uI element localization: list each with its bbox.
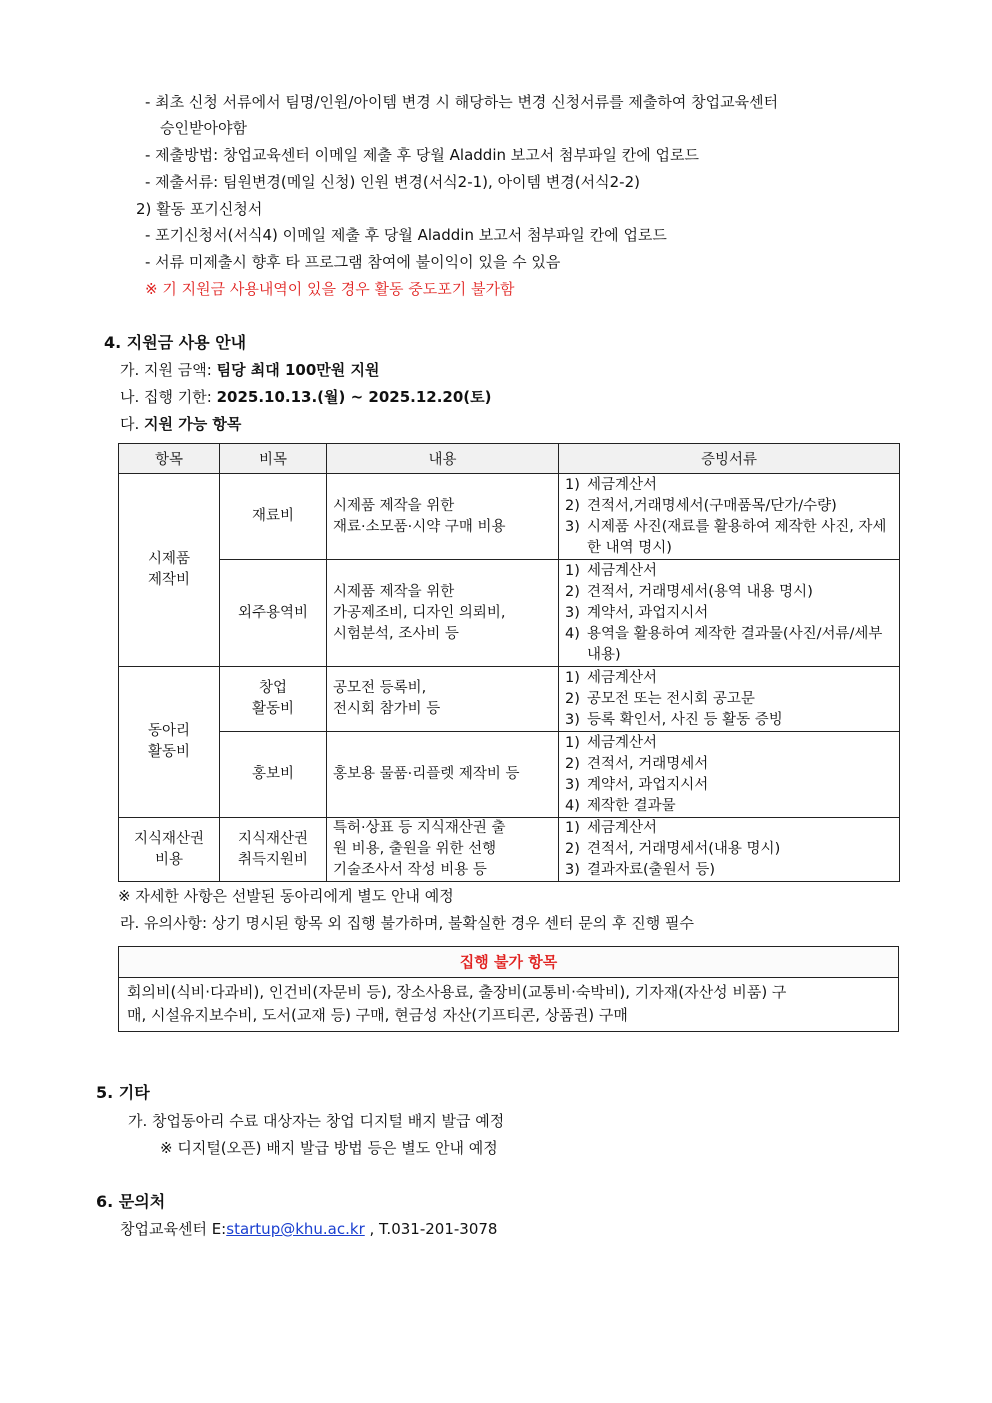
item-text: 재료비 (251, 508, 295, 524)
item-text: 외주용역비 (237, 604, 309, 621)
proof-text: 견적서, 거래명세서(용역 내용 명시) (587, 583, 813, 600)
content-text: 전시회 참가비 등 (333, 701, 441, 717)
proof-item (565, 475, 893, 496)
item-cell (220, 474, 327, 560)
proof-text: 세금계산서 (587, 562, 658, 579)
table-note: ※ 자세한 사항은 선발된 동아리에게 별도 안내 예정 (118, 887, 454, 905)
item-cell (220, 818, 327, 882)
item-cell (220, 732, 327, 818)
proof-text: 세금계산서 (587, 669, 658, 686)
proof-num: 4) (565, 625, 580, 642)
intro-warning: ※ 기 지원금 사용내역이 있을 경우 활동 중도포기 불가함 (145, 280, 515, 298)
item-text: 지식재산권 (237, 830, 309, 847)
proof-num: 3) (565, 711, 580, 728)
content-text: 가공제조비, 디자인 의뢰비, (333, 604, 506, 621)
category-text: 시제품 (147, 551, 191, 567)
category-cell (119, 818, 220, 882)
table-row (119, 732, 900, 818)
content-text: 공모전 등록비, (333, 680, 427, 696)
proof-num: 1) (565, 820, 580, 836)
proof-num: 2) (565, 583, 580, 600)
content-cell (327, 667, 559, 732)
proof-text: 세금계산서 (587, 476, 658, 493)
support-items-table (118, 443, 900, 882)
intro-line-2: - 제출방법: 창업교육센터 이메일 제출 후 당월 Aladdin 보고서 첨부파일 칸에 업로드 (145, 146, 699, 164)
proof-item (565, 860, 893, 881)
proof-item (565, 839, 893, 860)
table-row (119, 818, 900, 882)
non-eligible-body (119, 978, 898, 1031)
content-cell (327, 732, 559, 818)
content-text: 기술조사서 작성 비용 등 (333, 862, 487, 878)
category-cell (119, 667, 220, 818)
proof-cell (559, 818, 900, 882)
content-cell (327, 560, 559, 667)
proof-text: 견적서, 거래명세서(내용 명시) (587, 841, 781, 857)
non-eligible-line: 매, 시설유지보수비, 도서(교재 등) 구매, 현금성 자산(기프티콘, 상품권) 구매 (127, 1006, 628, 1024)
proof-num: 3) (565, 518, 580, 535)
proof-item (565, 517, 893, 559)
proof-num: 2) (565, 497, 580, 514)
proof-text: 제작한 결과물 (587, 797, 676, 814)
item-text: 창업 (258, 680, 287, 696)
table-row (119, 667, 900, 732)
item-text: 홍보비 (251, 766, 295, 782)
item-text: 취득지원비 (237, 851, 309, 868)
proof-cell (559, 560, 900, 667)
proof-num: 2) (565, 841, 580, 857)
execution-period-value: 2025.10.13.(월) ~ 2025.12.20(토) (216, 388, 492, 406)
section-4-title: 4. 지원금 사용 안내 (104, 333, 247, 352)
contact-suffix: , T.031-201-3078 (364, 1220, 498, 1238)
item-cell (220, 667, 327, 732)
proof-item (565, 561, 893, 582)
category-text: 비용 (154, 851, 183, 868)
category-text: 동아리 (147, 723, 191, 739)
proof-text: 세금계산서 (587, 820, 658, 836)
proof-num: 3) (565, 776, 580, 793)
content-cell (327, 474, 559, 560)
non-eligible-line: 회의비(식비·다과비), 인건비(자문비 등), 장소사용료, 출장비(교통비·숙박비), 기자재(자산성 비품) 구 (127, 983, 787, 1001)
content-text: 재료·소모품·시약 구매 비용 (333, 518, 506, 535)
proof-item (565, 733, 893, 754)
content-cell (327, 818, 559, 882)
proof-num: 2) (565, 755, 580, 772)
proof-num: 3) (565, 862, 580, 878)
table-row (119, 474, 900, 560)
proof-text: 시제품 사진(재료를 활용하여 제작한 사진, 자세한 내역 명시) (587, 518, 887, 556)
content-text: 시제품 제작을 위한 (333, 583, 455, 600)
proof-num: 1) (565, 669, 580, 686)
proof-cell (559, 474, 900, 560)
badge-note: ※ 디지털(오픈) 배지 발급 방법 등은 별도 안내 예정 (160, 1139, 498, 1157)
support-amount-label: 가. 지원 금액: (120, 361, 217, 379)
eligible-items-value: 지원 가능 항목 (144, 415, 242, 433)
table-header-row (119, 444, 900, 474)
proof-num: 4) (565, 797, 580, 814)
category-text: 제작비 (147, 572, 191, 588)
content-text: 시험분석, 조사비 등 (333, 625, 459, 642)
proof-text: 견적서, 거래명세서 (587, 755, 709, 772)
proof-item (565, 582, 893, 603)
table-header: 내용 (327, 444, 559, 474)
proof-item (565, 754, 893, 775)
proof-num: 2) (565, 690, 580, 707)
caution-line: 라. 유의사항: 상기 명시된 항목 외 집행 불가하며, 불확실한 경우 센터 문의 후 진행 필수 (120, 914, 695, 932)
execution-period-label: 나. 집행 기한: (120, 388, 217, 406)
contact-email-link[interactable]: startup@khu.ac.kr (226, 1220, 365, 1238)
proof-item (565, 668, 893, 689)
item-cell (220, 560, 327, 667)
proof-item (565, 710, 893, 731)
proof-text: 세금계산서 (587, 734, 658, 751)
content-text: 홍보용 물품·리플렛 제작비 등 (333, 766, 520, 782)
category-cell (119, 474, 220, 667)
proof-num: 1) (565, 562, 580, 579)
badge-line: 가. 창업동아리 수료 대상자는 창업 디지털 배지 발급 예정 (128, 1112, 505, 1130)
proof-item (565, 775, 893, 796)
proof-cell (559, 732, 900, 818)
proof-num: 3) (565, 604, 580, 621)
contact-line (120, 1218, 497, 1240)
section-6-title: 6. 문의처 (96, 1192, 166, 1211)
content-text: 특허·상표 등 지식재산권 출 (333, 820, 506, 836)
proof-text: 용역을 활용하여 제작한 결과물(사진/서류/세부내용) (587, 625, 883, 663)
proof-item (565, 818, 893, 839)
proof-text: 등록 확인서, 사진 등 활동 증빙 (587, 711, 783, 728)
contact-prefix: 창업교육센터 E: (120, 1220, 227, 1238)
proof-text: 공모전 또는 전시회 공고문 (587, 690, 755, 707)
non-eligible-box (118, 946, 899, 1032)
support-amount (120, 359, 379, 381)
section-5-title: 5. 기타 (96, 1083, 150, 1102)
proof-num: 1) (565, 476, 580, 493)
support-amount-value: 팀당 최대 100만원 지원 (216, 361, 380, 379)
intro-line-4: - 포기신청서(서식4) 이메일 제출 후 당월 Aladdin 보고서 첨부파일 칸에 업로드 (145, 226, 667, 244)
proof-cell (559, 667, 900, 732)
proof-text: 계약서, 과업지시서 (587, 604, 709, 621)
table-row (119, 560, 900, 667)
table-header: 증빙서류 (559, 444, 900, 474)
intro-line-1: - 최초 신청 서류에서 팀명/인원/아이템 변경 시 해당하는 변경 신청서류를 제출하여 창업교육센터 (145, 93, 779, 111)
non-eligible-title: 집행 불가 항목 (119, 947, 898, 978)
intro-line-1b: 승인받아야함 (160, 119, 247, 137)
table-header: 비목 (220, 444, 327, 474)
execution-period (120, 386, 491, 408)
intro-line-5: - 서류 미제출시 향후 타 프로그램 참여에 불이익이 있을 수 있음 (145, 253, 561, 271)
proof-text: 계약서, 과업지시서 (587, 776, 709, 793)
eligible-items-heading (120, 413, 241, 435)
content-text: 시제품 제작을 위한 (333, 497, 455, 514)
intro-sub-2: 2) 활동 포기신청서 (136, 200, 263, 218)
intro-line-3: - 제출서류: 팀원변경(메일 신청) 인원 변경(서식2-1), 아이템 변경(서식2-2) (145, 173, 640, 191)
category-text: 지식재산권 (133, 830, 205, 847)
proof-item (565, 496, 893, 517)
content-text: 원 비용, 출원을 위한 선행 (333, 841, 497, 857)
proof-item (565, 603, 893, 624)
proof-text: 견적서,거래명세서(구매품목/단가/수량) (587, 497, 837, 514)
proof-item (565, 624, 893, 666)
proof-item (565, 796, 893, 817)
proof-num: 1) (565, 734, 580, 751)
table-header: 항목 (119, 444, 220, 474)
proof-item (565, 689, 893, 710)
category-text: 활동비 (147, 744, 191, 760)
item-text: 활동비 (251, 701, 295, 717)
proof-text: 결과자료(출원서 등) (587, 862, 715, 878)
eligible-items-label: 다. (120, 415, 145, 433)
